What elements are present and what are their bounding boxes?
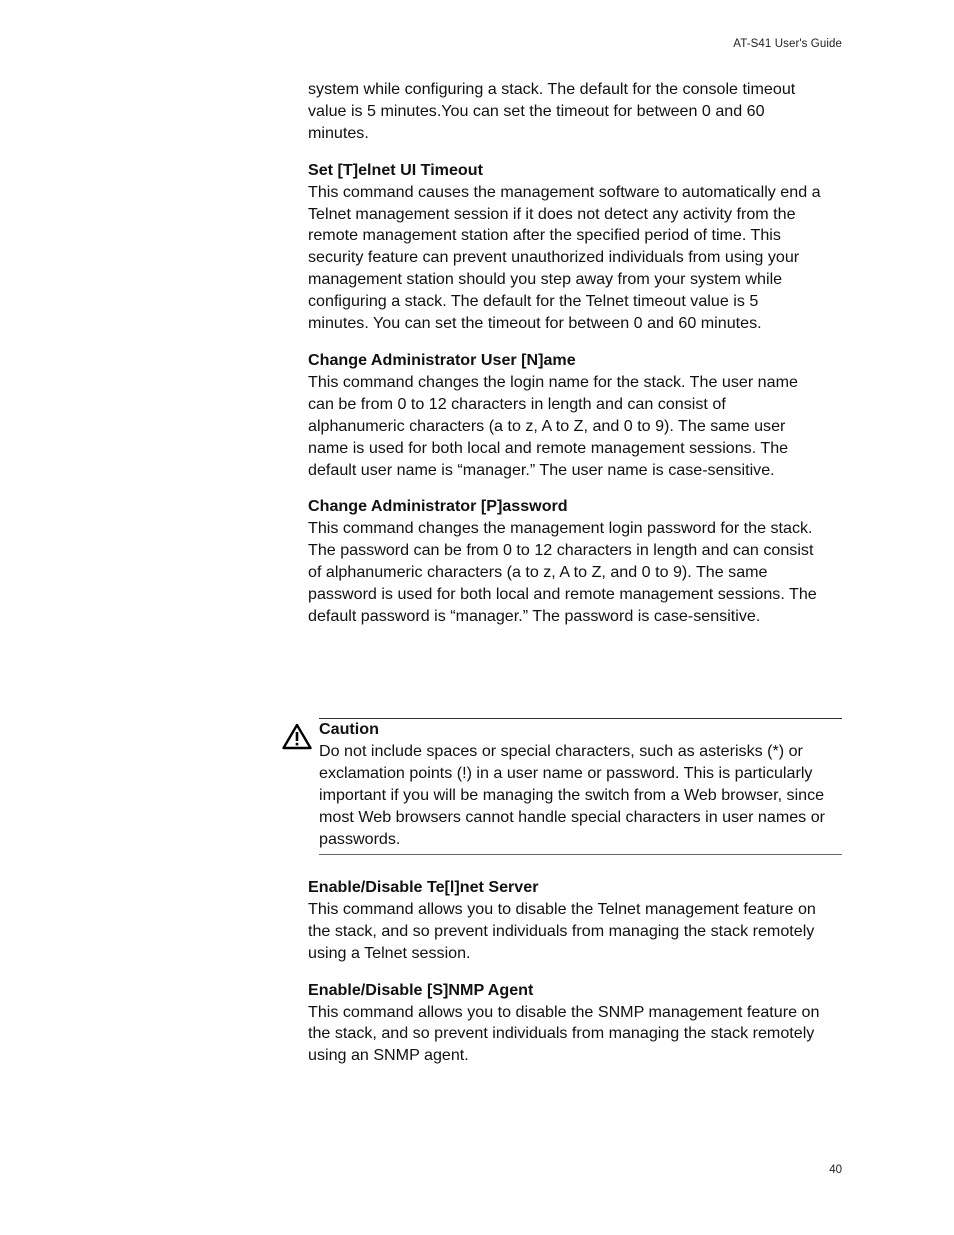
caution-title: Caution xyxy=(319,720,379,738)
intro-paragraph: system while configuring a stack. The default for the console timeout value is 5 minutes.You can set the timeout for between 0 and 60 minutes. xyxy=(308,80,796,142)
section-admin-password xyxy=(308,496,822,627)
section-body: This command causes the management software to automatically end a Telnet management session if it does not detect any activity from the remote management station after the specified period of time. This security feature can prevent unauthorized individuals from using your management station should you step away from your system while configuring a stack. The default for the Telnet timeout value is 5 minutes. You can set the timeout for between 0 and 60 minutes. xyxy=(308,182,821,333)
main-content-continued xyxy=(308,877,822,1067)
caution-body xyxy=(319,719,842,850)
main-content xyxy=(308,79,822,628)
section-body: This command changes the login name for the stack. The user name can be from 0 to 12 characters in length and can consist of alphanumeric characters (a to z, A to Z, and 0 to 9). The same user name is used for both local and remote management sessions. The default user name is “manager.” The user name is case-sensitive. xyxy=(308,372,798,479)
section-title: Change Administrator User [N]ame xyxy=(308,350,576,369)
section-snmp-agent xyxy=(308,980,822,1068)
section-body: This command allows you to disable the SNMP management feature on the stack, and so prevent individuals from managing the stack remotely using an SNMP agent. xyxy=(308,1002,820,1065)
page-number: 40 xyxy=(829,1164,842,1176)
section-telnet-timeout xyxy=(308,160,822,335)
section-body: This command allows you to disable the Telnet management feature on the stack, and so prevent individuals from managing the stack remotely using a Telnet session. xyxy=(308,899,816,962)
caution-bottom-rule xyxy=(319,854,842,855)
section-title: Change Administrator [P]assword xyxy=(308,497,568,516)
section-title: Enable/Disable [S]NMP Agent xyxy=(308,980,534,999)
warning-triangle-icon xyxy=(282,723,312,750)
section-telnet-server xyxy=(308,877,822,965)
caution-text: Do not include spaces or special characters, such as asterisks (*) or exclamation points (!) in a user name or password. This is particularly important if you will be managing the switch from a Web browser, since most Web browsers cannot handle special characters in user names or passwords. xyxy=(319,741,826,848)
section-body: This command changes the management login password for the stack. The password can be from 0 to 12 characters in length and can consist of alphanumeric characters (a to z, A to Z, and 0 to 9). The same password is used for both local and remote management sessions. The default password is “manager.” The password is case-sensitive. xyxy=(308,519,817,625)
section-admin-user-name xyxy=(308,350,822,481)
section-title: Enable/Disable Te[l]net Server xyxy=(308,878,539,896)
running-header: AT-S41 User's Guide xyxy=(733,38,842,50)
section-title: Set [T]elnet UI Timeout xyxy=(308,160,483,179)
